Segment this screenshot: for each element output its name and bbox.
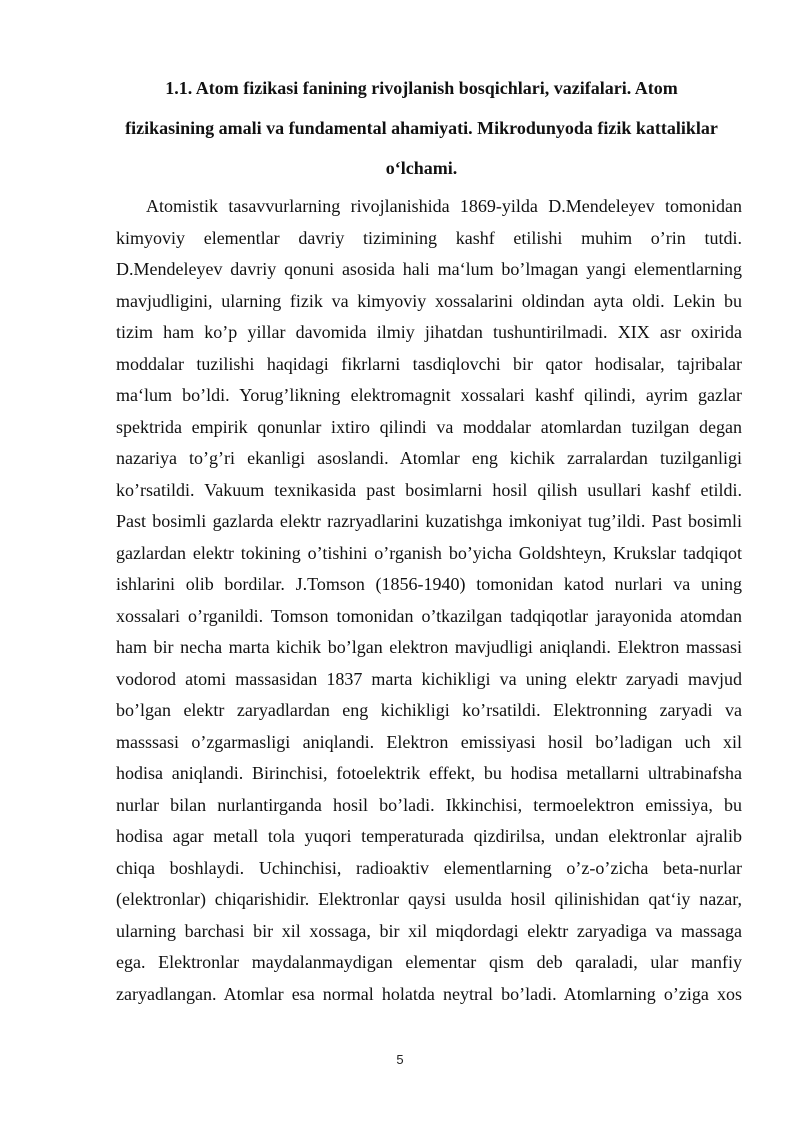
section-heading <box>100 68 743 188</box>
paragraph-line: ishlarini olib bordilar. J.Tomson (1856-1940) tomonidan katod nurlari va uning <box>116 574 742 594</box>
paragraph-line: mavjudligini, ularning fizik va kimyoviy xossalarini oldindan ayta oldi. Lekin bu <box>116 290 742 311</box>
page-number: 5 <box>396 1052 404 1067</box>
paragraph-line: ma‘lum bo’ldi. Yorug’likning elektromagnit xossalari kashf qilindi, ayrim gazlar <box>116 385 742 405</box>
paragraph-line: ega. Elektronlar maydalanmaydigan elementar qism deb qaraladi, ular manfiy <box>116 952 742 972</box>
paragraph-line: gazlardan elektr tokining o’tishini o’rganish bo’yicha Goldshteyn, Krukslar tadqiqot <box>116 542 742 563</box>
body-paragraph <box>116 191 742 1010</box>
paragraph-line: nazariya to’g’ri ekanligi asoslandi. Atomlar eng kichik zarralardan tuzilganligi <box>116 448 742 468</box>
heading-line: 1.1. Atom fizikasi fanining rivojlanish bosqichlari, vazifalari. Atom <box>165 78 678 98</box>
paragraph-line: Atomistik tasavvurlarning rivojlanishida 1869-yilda D.Mendeleyev tomonidan <box>146 196 742 216</box>
paragraph-line: vodorod atomi massasidan 1837 marta kichikligi va uning elektr zaryadi mavjud <box>116 668 742 689</box>
paragraph-line: (elektronlar) chiqarishidir. Elektronlar qaysi usulda hosil qilinishidan qat‘iy nazar, <box>116 889 742 909</box>
paragraph-line: D.Mendeleyev davriy qonuni asosida hali ma‘lum bo’lmagan yangi elementlarning <box>116 259 742 279</box>
paragraph-line: moddalar tuzilishi haqidagi fikrlarni tasdiqlovchi bir qator hodisalar, tajribalar <box>116 353 742 374</box>
heading-line: fizikasining amali va fundamental ahamiyati. Mikrodunyoda fizik kattaliklar <box>125 118 718 138</box>
paragraph-line: nurlar bilan nurlantirganda hosil bo’ladi. Ikkinchisi, termoelektron emissiya, bu <box>116 794 742 815</box>
paragraph-line: ko’rsatildi. Vakuum texnikasida past bosimlarni hosil qilish usullari kashf etildi. <box>116 479 742 500</box>
paragraph-line: hodisa aniqlandi. Birinchisi, fotoelektrik effekt, bu hodisa metallarni ultrabinafsha <box>116 763 742 783</box>
paragraph-line: Past bosimli gazlarda elektr razryadlarini kuzatishga imkoniyat tug’ildi. Past bosimli <box>116 511 742 531</box>
paragraph-line: tizim ham ko’p yillar davomida ilmiy jihatdan tushuntirilmadi. XIX asr oxirida <box>116 322 742 342</box>
paragraph-line: chiqa boshlaydi. Uchinchisi, radioaktiv elementlarning o’z-o’zicha beta-nurlar <box>116 857 742 878</box>
paragraph-line: kimyoviy elementlar davriy tizimining kashf etilishi muhim o’rin tutdi. <box>116 227 742 248</box>
paragraph-line: masssasi o’zgarmasligi aniqlandi. Elektron emissiyasi hosil bo’ladigan uch xil <box>116 731 742 752</box>
paragraph-line: xossalari o’rganildi. Tomson tomonidan o’tkazilgan tadqiqotlar jarayonida atomdan <box>116 605 742 626</box>
paragraph-line: ularning barchasi bir xil xossaga, bir xil miqdordagi elektr zaryadiga va massaga <box>116 920 742 941</box>
paragraph-line: ham bir necha marta kichik bo’lgan elektron mavjudligi aniqlandi. Elektron massasi <box>116 637 742 657</box>
heading-line: o‘lchami. <box>385 158 458 178</box>
paragraph-line: spektrida empirik qonunlar ixtiro qilindi va moddalar atomlardan tuzilgan degan <box>116 416 742 437</box>
paragraph-line: zaryadlangan. Atomlar esa normal holatda neytral bo’ladi. Atomlarning o’ziga xos <box>116 983 742 1004</box>
paragraph-line: hodisa agar metall tola yuqori temperaturada qizdirilsa, undan elektronlar ajralib <box>116 826 742 846</box>
paragraph-line: bo’lgan elektr zaryadlardan eng kichikligi ko’rsatildi. Elektronning zaryadi va <box>116 700 742 720</box>
